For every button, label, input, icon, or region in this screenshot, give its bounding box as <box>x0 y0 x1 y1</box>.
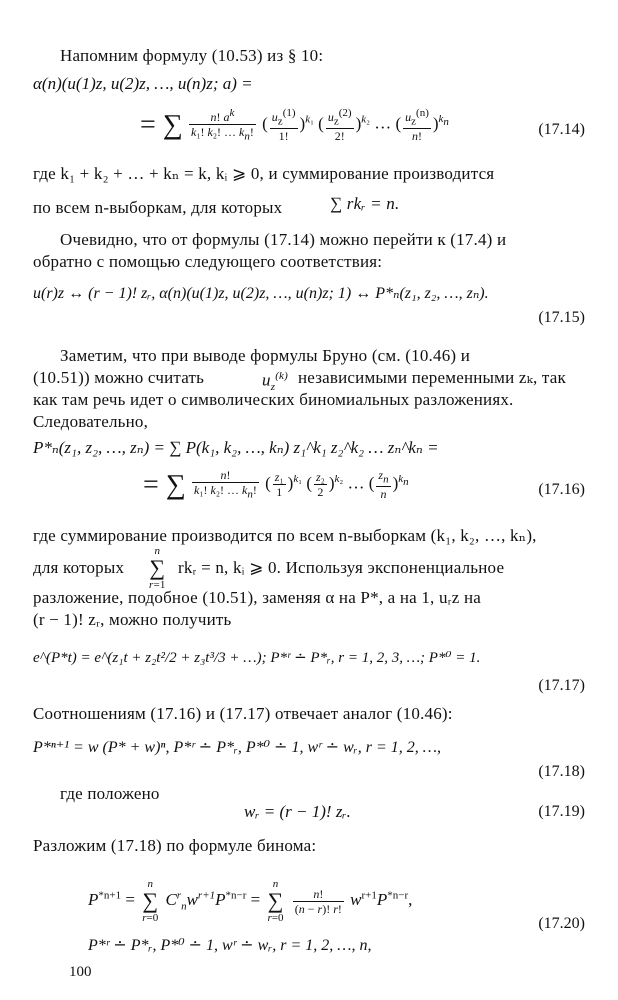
sampling-line: по всем n-выборкам, для которых <box>33 198 283 217</box>
paragraph-4-line-4: (r − 1)! zᵣ, можно получить <box>33 610 232 629</box>
equals-sum: = ∑ <box>140 109 183 141</box>
eq-number-17-15: (17.15) <box>538 309 585 326</box>
paragraph-4-line-3: разложение, подобное (10.51), заменяя α на P*, a на 1, uᵣz на <box>33 588 481 607</box>
formula-17-16-line-1: P*ₙ(z₁, z₂, …, zₙ) = ∑ P(k₁, k₂, …, kₙ) z₁^k₁ z₂^k₂ … zₙ^kₙ = <box>33 438 439 457</box>
eq-number-17-20: (17.20) <box>538 915 585 932</box>
formula-17-14-lhs: α(n)(u(1)z, u(2)z, …, u(n)z; a) = <box>33 74 253 93</box>
factor-2: ( $\frac{u_z^{(2)}}{2!}$ )$^{k_2}$ <box>318 107 370 144</box>
paragraph-2-line-2: обратно с помощью следующего соответствия: <box>33 252 383 271</box>
paragraph-3-line-2b: независимыми переменными zₖ, так <box>298 368 566 387</box>
formula-17-20-line-2: P*ʳ ∸ P*ᵣ, P*⁰ ∸ 1, wʳ ∸ wᵣ, r = 1, 2, …, n, <box>88 937 372 954</box>
formula-17-14-rhs <box>140 106 449 150</box>
ellipsis: … <box>374 113 392 133</box>
paragraph-6: где положено <box>60 784 160 803</box>
paragraph-4-line-2a: для которых <box>33 558 125 577</box>
paragraph-4-line-2b: rkᵣ = n, kᵢ ⩾ 0. Используя экспоненциальное <box>178 558 505 577</box>
paragraph-4-line-1: где суммирование производится по всем n-выборкам (k₁, k₂, …, kₙ), <box>33 526 537 545</box>
sampling-sum: ∑ rkᵣ = n. <box>330 194 400 213</box>
paragraph-3-line-1: Заметим, что при выводе формулы Бруно (см. (10.46) и <box>60 346 471 365</box>
formula-17-20-line-1: $P^{*n+1} = n$ ∑ r=0 $C^r_nw^{r+1}P^{*n-r} = n$ ∑ r=0 $\frac{n!}{(n - r)! r!}$ $w^{r+1}P^{*n-r}$, <box>88 878 413 924</box>
fraction-main: $\frac{n! a^k}{k_1! k_2! \dots k_n!}$ <box>191 107 254 143</box>
u-symbol: $u_z^{(k)}$ <box>262 370 288 394</box>
factor-n: ( $\frac{u_z^{(n)}}{n!}$ )$^{k_n}$ <box>395 107 449 144</box>
formula-17-16-line-2: = ∑ $\frac{n!}{k_1! k_2! \dots k_n!}$ ( $\frac{\text{z₁}}{1}$ )$^{k_1}$ ( $\frac{\text{z₂}}{2}$ )$^{k_2}$ … ( $\frac{z_n}{n}$ )$^{k_n}$ <box>143 468 409 502</box>
eq-number-17-16: (17.16) <box>538 481 585 498</box>
page-number: 100 <box>69 964 92 980</box>
factor-1: ( $\frac{u_z^{(1)}}{1!}$ )$^{k_1}$ <box>262 107 314 144</box>
formula-17-19: wᵣ = (r − 1)! zᵣ. <box>244 802 351 821</box>
eq-number-17-18: (17.18) <box>538 763 585 780</box>
paragraph-2-line-1: Очевидно, что от формулы (17.14) можно перейти к (17.4) и <box>60 230 507 249</box>
formula-17-15: u(r)z ↔ (r − 1)! zᵣ, α(n)(u(1)z, u(2)z, …, u(n)z; 1) ↔ P*ₙ(z₁, z₂, …, zₙ). <box>33 285 489 302</box>
paragraph-3-line-2a: (10.51)) можно считать <box>33 368 205 387</box>
formula-17-18: P*ⁿ⁺¹ = w (P* + w)ⁿ, P*ʳ ∸ P*ᵣ, P*⁰ ∸ 1, wʳ ∸ wᵣ, r = 1, 2, …, <box>33 739 441 756</box>
paragraph-3-line-4: Следовательно, <box>33 412 149 431</box>
where-line: где k₁ + k₂ + … + kₙ = k, kᵢ ⩾ 0, и суммирование производится <box>33 164 495 183</box>
paragraph-7: Разложим (17.18) по формуле бинома: <box>33 836 317 855</box>
intro-line: Напомним формулу (10.53) из § 10: <box>60 46 324 65</box>
paragraph-3-line-3: как там речь идет о символических биномиальных разложениях. <box>33 390 514 409</box>
eq-number-17-14: (17.14) <box>538 121 585 138</box>
eq-number-17-19: (17.19) <box>538 803 585 820</box>
formula-17-17: e^(P*t) = e^(z₁t + z₂t²/2 + z₃t³/3 + …); P*ʳ ∸ P*ᵣ, r = 1, 2, 3, …; P*⁰ = 1. <box>33 650 481 666</box>
sum-r-1-n: n ∑ r=1 <box>149 545 166 591</box>
eq-number-17-17: (17.17) <box>538 677 585 694</box>
paragraph-5: Соотношениям (17.16) и (17.17) отвечает аналог (10.46): <box>33 704 453 723</box>
